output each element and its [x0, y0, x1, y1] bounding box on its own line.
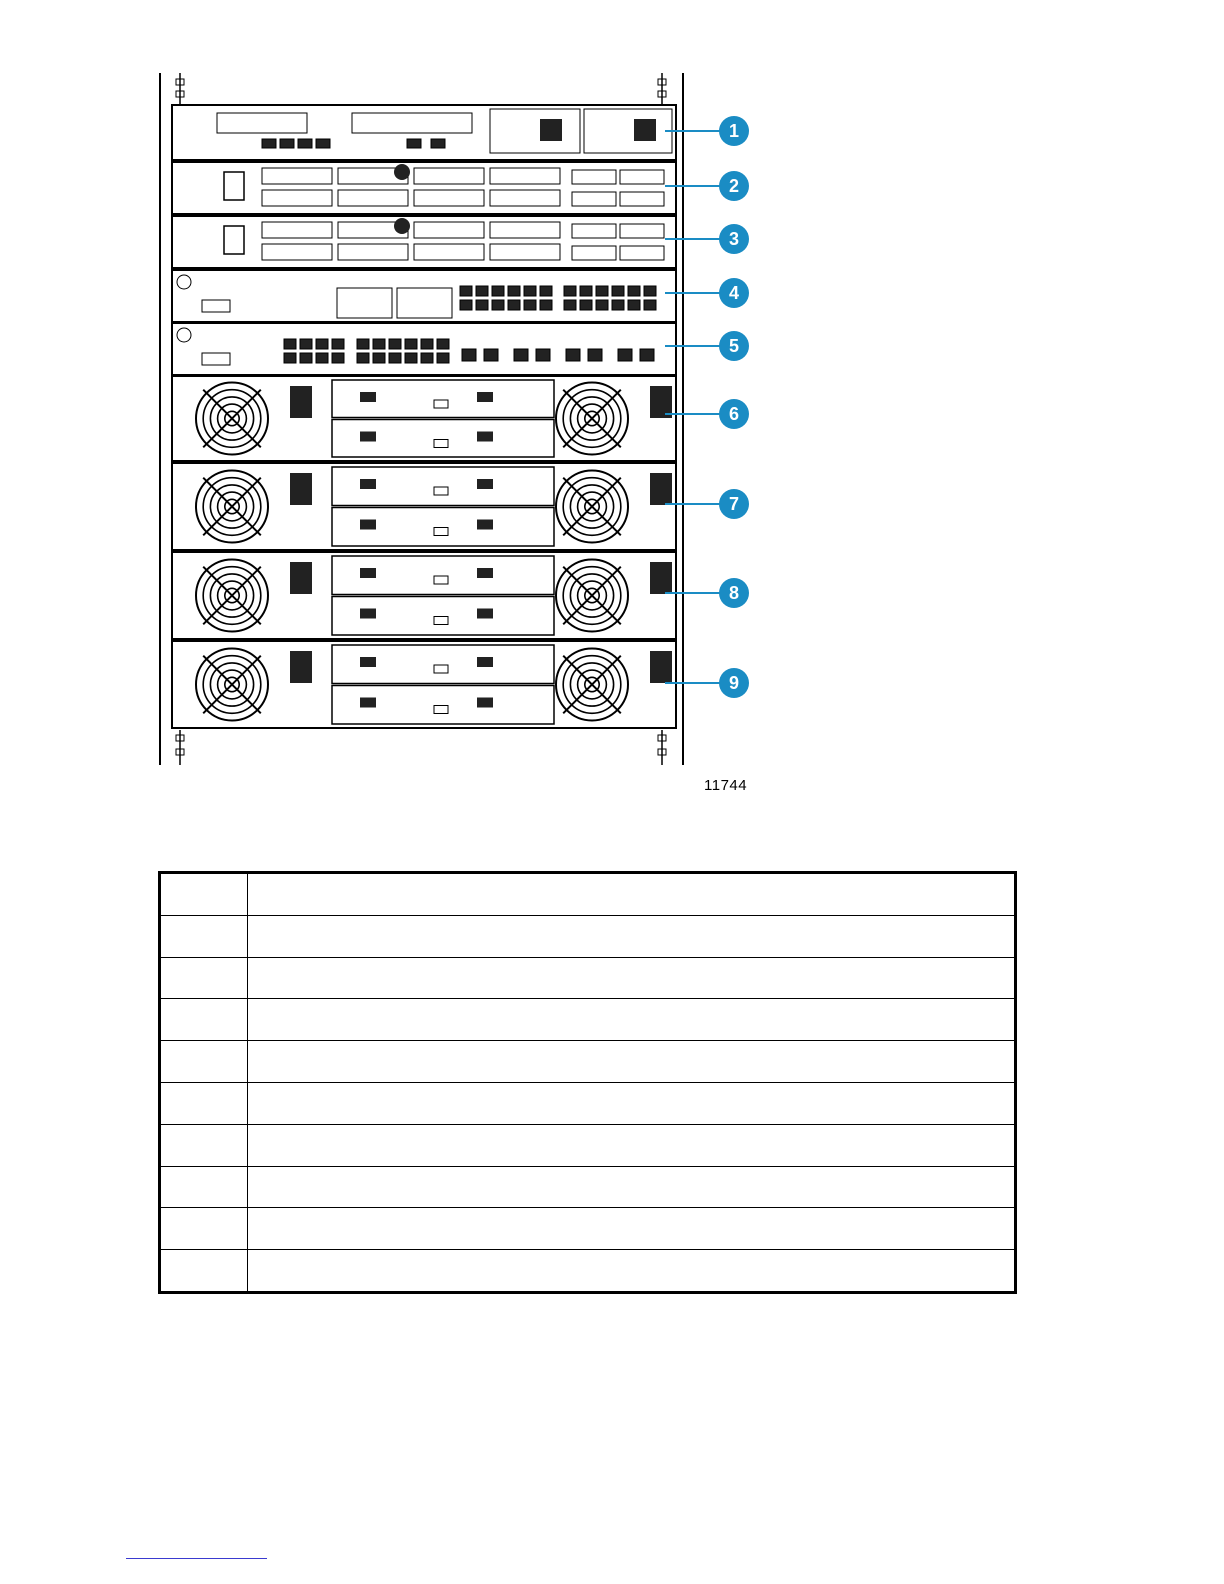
- legend-table: [158, 871, 1017, 1294]
- port: [644, 286, 656, 296]
- port: [564, 286, 576, 296]
- item-description-cell: [248, 1166, 1016, 1208]
- port: [460, 286, 472, 296]
- port: [360, 432, 376, 442]
- callout-label: 9: [728, 673, 740, 693]
- port: [566, 349, 580, 361]
- port: [421, 353, 433, 363]
- port: [588, 349, 602, 361]
- port: [280, 139, 294, 148]
- port: [360, 520, 376, 530]
- table-row: [160, 1166, 1016, 1208]
- rack-unit-5: [172, 323, 676, 375]
- item-description-cell: [248, 1082, 1016, 1124]
- item-description-cell: [248, 915, 1016, 957]
- port: [373, 353, 385, 363]
- port: [332, 339, 344, 349]
- port: [360, 479, 376, 489]
- item-number-cell: [160, 1250, 248, 1293]
- port: [405, 353, 417, 363]
- callout-label: 5: [728, 336, 740, 356]
- item-description-cell: [248, 957, 1016, 999]
- port: [508, 300, 520, 310]
- table-row: [160, 999, 1016, 1041]
- port: [477, 392, 493, 402]
- port: [316, 353, 328, 363]
- port: [640, 349, 654, 361]
- port: [462, 349, 476, 361]
- callouts: [665, 116, 749, 698]
- rack-diagram: [150, 65, 770, 775]
- power-inlet: [650, 651, 672, 683]
- port: [284, 339, 296, 349]
- port: [300, 339, 312, 349]
- port: [612, 286, 624, 296]
- rack-units: [172, 105, 676, 728]
- power-inlet: [650, 473, 672, 505]
- rack-unit-6: [172, 376, 676, 461]
- port: [373, 339, 385, 349]
- rack-unit-2: [172, 162, 676, 214]
- item-number-cell: [160, 1041, 248, 1083]
- port: [476, 286, 488, 296]
- port: [357, 353, 369, 363]
- port: [477, 609, 493, 619]
- item-description-cell: [248, 1124, 1016, 1166]
- port: [360, 609, 376, 619]
- port: [524, 286, 536, 296]
- item-description-cell: [248, 999, 1016, 1041]
- port: [540, 286, 552, 296]
- logo: [394, 218, 410, 234]
- rack-unit-9: [172, 641, 676, 728]
- port: [316, 339, 328, 349]
- item-description-cell: [248, 873, 1016, 916]
- port: [580, 300, 592, 310]
- port: [508, 286, 520, 296]
- callout-label: 3: [728, 229, 740, 249]
- table-row: [160, 1124, 1016, 1166]
- port: [628, 300, 640, 310]
- power-inlet: [290, 473, 312, 505]
- port: [514, 349, 528, 361]
- port: [262, 139, 276, 148]
- port: [540, 300, 552, 310]
- port: [431, 139, 445, 148]
- item-number-cell: [160, 957, 248, 999]
- item-number-cell: [160, 999, 248, 1041]
- port: [580, 286, 592, 296]
- table-row: [160, 1082, 1016, 1124]
- callout-label: 4: [728, 283, 740, 303]
- port: [477, 520, 493, 530]
- port: [477, 568, 493, 578]
- port: [477, 657, 493, 667]
- port: [437, 339, 449, 349]
- port: [477, 479, 493, 489]
- table-row: [160, 1208, 1016, 1250]
- port: [477, 698, 493, 708]
- port: [596, 300, 608, 310]
- port: [405, 339, 417, 349]
- rack-unit-1: [172, 105, 676, 160]
- port: [612, 300, 624, 310]
- callout-label: 6: [728, 404, 740, 424]
- item-number-cell: [160, 1166, 248, 1208]
- table-row: [160, 915, 1016, 957]
- port: [360, 698, 376, 708]
- table-row: [160, 1250, 1016, 1293]
- port: [437, 353, 449, 363]
- power-inlet: [650, 562, 672, 594]
- rack-unit-3: [172, 216, 676, 268]
- port: [477, 432, 493, 442]
- port: [332, 353, 344, 363]
- table-row: [160, 957, 1016, 999]
- callout-label: 8: [728, 583, 740, 603]
- port: [360, 657, 376, 667]
- item-description-cell: [248, 1041, 1016, 1083]
- item-description-cell: [248, 1250, 1016, 1293]
- port: [492, 286, 504, 296]
- port: [484, 349, 498, 361]
- port: [300, 353, 312, 363]
- port: [460, 300, 472, 310]
- port: [492, 300, 504, 310]
- power-inlet: [634, 119, 656, 141]
- port: [316, 139, 330, 148]
- port: [357, 339, 369, 349]
- power-inlet: [540, 119, 562, 141]
- port: [360, 568, 376, 578]
- port: [596, 286, 608, 296]
- footer-link-underline[interactable]: [126, 1558, 267, 1559]
- table-row: [160, 1041, 1016, 1083]
- port: [421, 339, 433, 349]
- callout-label: 2: [728, 176, 740, 196]
- port: [360, 392, 376, 402]
- item-number-cell: [160, 915, 248, 957]
- rack-unit-8: [172, 552, 676, 639]
- port: [536, 349, 550, 361]
- callout-label: 7: [728, 494, 740, 514]
- port: [644, 300, 656, 310]
- table-row: [160, 873, 1016, 916]
- power-inlet: [290, 386, 312, 418]
- port: [389, 353, 401, 363]
- power-inlet: [290, 562, 312, 594]
- figure-number: 11744: [704, 777, 748, 794]
- port: [407, 139, 421, 148]
- item-number-cell: [160, 1124, 248, 1166]
- port: [524, 300, 536, 310]
- item-number-cell: [160, 873, 248, 916]
- rack-unit-7: [172, 463, 676, 550]
- item-number-cell: [160, 1082, 248, 1124]
- logo: [394, 164, 410, 180]
- item-description-cell: [248, 1208, 1016, 1250]
- rack-unit-4: [172, 270, 676, 322]
- power-inlet: [290, 651, 312, 683]
- port: [564, 300, 576, 310]
- port: [618, 349, 632, 361]
- port: [389, 339, 401, 349]
- callout-label: 1: [728, 121, 740, 141]
- port: [284, 353, 296, 363]
- port: [628, 286, 640, 296]
- item-number-cell: [160, 1208, 248, 1250]
- port: [298, 139, 312, 148]
- port: [476, 300, 488, 310]
